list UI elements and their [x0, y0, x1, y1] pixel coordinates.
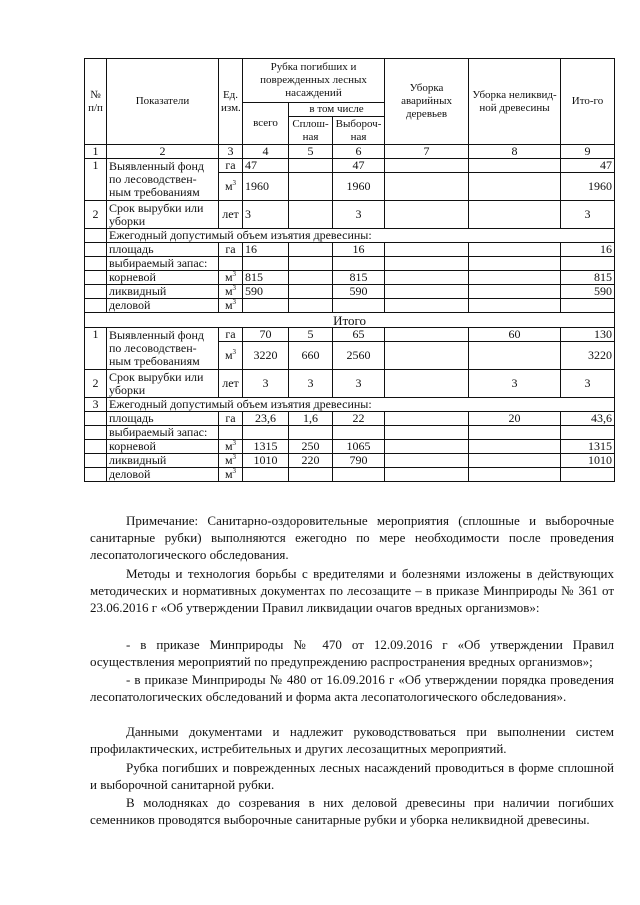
header-illiquid: Уборка неликвид-ной древесины: [469, 59, 561, 145]
cell-all: 3220: [243, 342, 289, 370]
header-unit: Ед. изм.: [219, 59, 243, 145]
cell-total: 16: [561, 243, 615, 257]
column-numbers-row: [85, 145, 615, 159]
col-number: 7: [385, 145, 469, 159]
cell-all: 3: [243, 370, 289, 398]
table-row: [85, 468, 615, 482]
order470-paragraph: - в приказе Минприроды № 470 от 12.09.2016 г «Об утверждении Правил осуществления мероприятий по предупреждению распространения вредных организмов»;: [90, 637, 614, 669]
row-label-term: Срок вырубки или уборки: [107, 370, 219, 398]
cell-illiquid: 20: [469, 412, 561, 426]
row-label-area: площадь: [107, 412, 219, 426]
note-paragraph: Примечание: Санитарно-оздоровительные мероприятия (сплошные и выборочные санитарные рубки) выполняются ежегодно по мере необходимости после проведения лесопатологического обследования.: [90, 513, 614, 562]
row-label-stock: выбираемый запас:: [107, 426, 219, 440]
guide-paragraph: Данными документами и надлежит руководствоваться при выполнении систем профилактических, истребительных и других лесозащитных мероприятий.: [90, 724, 614, 756]
unit-ha: га: [219, 243, 243, 257]
cell-selective: 16: [333, 243, 385, 257]
row-label-fund: Выявленный фонд по лесоводствен-ным требованиям: [107, 159, 219, 201]
table-row: [85, 398, 615, 412]
cell-total: 1315: [561, 440, 615, 454]
col-number: 4: [243, 145, 289, 159]
col-number: 2: [107, 145, 219, 159]
col-number: 8: [469, 145, 561, 159]
cell-selective: 590: [333, 285, 385, 299]
cell-total: 1960: [561, 173, 615, 201]
cell-clear: 1,6: [289, 412, 333, 426]
table-row: [85, 229, 615, 243]
row-num: 3: [85, 398, 107, 412]
cell-selective: 22: [333, 412, 385, 426]
table-row: [85, 243, 615, 257]
cell-illiquid: 3: [469, 370, 561, 398]
unit-m3: $м^3$: [219, 468, 243, 482]
cell-total: 3220: [561, 342, 615, 370]
row-label-annual: Ежегодный допустимый объем изъятия древесины:: [107, 398, 615, 412]
header-num: № п/п: [85, 59, 107, 145]
cell-all: 3: [243, 201, 289, 229]
row-label-root: корневой: [107, 440, 219, 454]
cell-clear: 660: [289, 342, 333, 370]
cell-clear: 5: [289, 328, 333, 342]
table-row: [85, 299, 615, 313]
col-number: 3: [219, 145, 243, 159]
row-label-stock: выбираемый запас:: [107, 257, 219, 271]
cell-clear: 250: [289, 440, 333, 454]
cell-selective: 1960: [333, 173, 385, 201]
cell-total: 590: [561, 285, 615, 299]
header-total: Ито-го: [561, 59, 615, 145]
row-num: 1: [85, 159, 107, 201]
cell-clear: 3: [289, 370, 333, 398]
cell-total: 130: [561, 328, 615, 342]
unit-m3: $м^3$: [219, 440, 243, 454]
cell-all: 815: [243, 271, 289, 285]
cell-selective: 2560: [333, 342, 385, 370]
cell-selective: 3: [333, 201, 385, 229]
cell-all: 70: [243, 328, 289, 342]
header-including: в том числе: [289, 103, 385, 117]
cell-total: 47: [561, 159, 615, 173]
table-row: [85, 271, 615, 285]
table-row: [85, 370, 615, 398]
unit-m3: $м^3$: [219, 299, 243, 313]
header-felling: Рубка погибших и поврежденных лесных насаждений: [243, 59, 385, 103]
unit-ha: га: [219, 159, 243, 173]
header-clear: Сплош-ная: [289, 117, 333, 145]
cell-all: 47: [243, 159, 289, 173]
row-num: 1: [85, 328, 107, 370]
cell-all: 1010: [243, 454, 289, 468]
order480-paragraph: - в приказе Минприроды № 480 от 16.09.2016 г «Об утверждении порядка проведения лесопатологических обследований и форма акта лесопатологического обследования».: [90, 672, 614, 704]
unit-years: лет: [219, 370, 243, 398]
unit-m3: $м^3$: [219, 285, 243, 299]
row-num: 2: [85, 201, 107, 229]
cell-all: 590: [243, 285, 289, 299]
cell-total: 43,6: [561, 412, 615, 426]
table-row: [85, 440, 615, 454]
header-indicator: Показатели: [107, 59, 219, 145]
unit-m3: $м^3$: [219, 454, 243, 468]
col-number: 9: [561, 145, 615, 159]
table-row: [85, 201, 615, 229]
methods-paragraph: Методы и технология борьбы с вредителями и болезнями изложены в действующих методических и нормативных документах по лесозащите – в приказе Минприроды № 361 от 23.06.2016 г «Об утверждении Правил ликвидации очагов вредных организмов»:: [90, 566, 614, 615]
cell-total: 3: [561, 370, 615, 398]
table-row: [85, 257, 615, 271]
col-number: 6: [333, 145, 385, 159]
cell-selective: 1065: [333, 440, 385, 454]
table-row: [85, 454, 615, 468]
cell-illiquid: 60: [469, 328, 561, 342]
unit-m3: $м^3$: [219, 271, 243, 285]
unit-years: лет: [219, 201, 243, 229]
row-label-business: деловой: [107, 299, 219, 313]
header-emergency: Уборка аварийных деревьев: [385, 59, 469, 145]
young-paragraph: В молодняках до созревания в них деловой древесины при наличии погибших семенников проводятся выборочные санитарные рубки и уборка неликвидной древесины.: [90, 795, 614, 827]
table-row: [85, 159, 615, 173]
cell-selective: 815: [333, 271, 385, 285]
row-label-term: Срок вырубки или уборки: [107, 201, 219, 229]
itogo-label: Итого: [85, 313, 615, 328]
table-row: [85, 328, 615, 342]
unit-m3: $м^3$: [219, 342, 243, 370]
cell-total: 1010: [561, 454, 615, 468]
cell-clear: 220: [289, 454, 333, 468]
table-row: [85, 426, 615, 440]
table-row: [85, 285, 615, 299]
cell-total: 815: [561, 271, 615, 285]
cell-selective: 47: [333, 159, 385, 173]
col-number: 1: [85, 145, 107, 159]
row-label-liquid: ликвидный: [107, 285, 219, 299]
cell-selective: 3: [333, 370, 385, 398]
row-label-root: корневой: [107, 271, 219, 285]
row-label-annual: Ежегодный допустимый объем изъятия древесины:: [107, 229, 615, 243]
cell-selective: 65: [333, 328, 385, 342]
row-label-area: площадь: [107, 243, 219, 257]
cell-all: 1315: [243, 440, 289, 454]
cell-all: 16: [243, 243, 289, 257]
table-row: [85, 412, 615, 426]
unit-ha: га: [219, 412, 243, 426]
cell-selective: 790: [333, 454, 385, 468]
row-num: 2: [85, 370, 107, 398]
forest-protection-table: [84, 58, 615, 482]
row-label-liquid: ликвидный: [107, 454, 219, 468]
cell-all: 1960: [243, 173, 289, 201]
header-selective: Выбороч-ная: [333, 117, 385, 145]
row-label-business: деловой: [107, 468, 219, 482]
col-number: 5: [289, 145, 333, 159]
unit-m3: $м^3$: [219, 173, 243, 201]
unit-ha: га: [219, 328, 243, 342]
felling-paragraph: Рубка погибших и поврежденных лесных насаждений проводиться в форме сплошной и выборочной санитарной рубки.: [90, 760, 614, 792]
cell-all: 23,6: [243, 412, 289, 426]
itogo-row: [85, 313, 615, 328]
row-label-fund: Выявленный фонд по лесоводствен-ным требованиям: [107, 328, 219, 370]
header-total-all: всего: [243, 103, 289, 145]
cell-total: 3: [561, 201, 615, 229]
